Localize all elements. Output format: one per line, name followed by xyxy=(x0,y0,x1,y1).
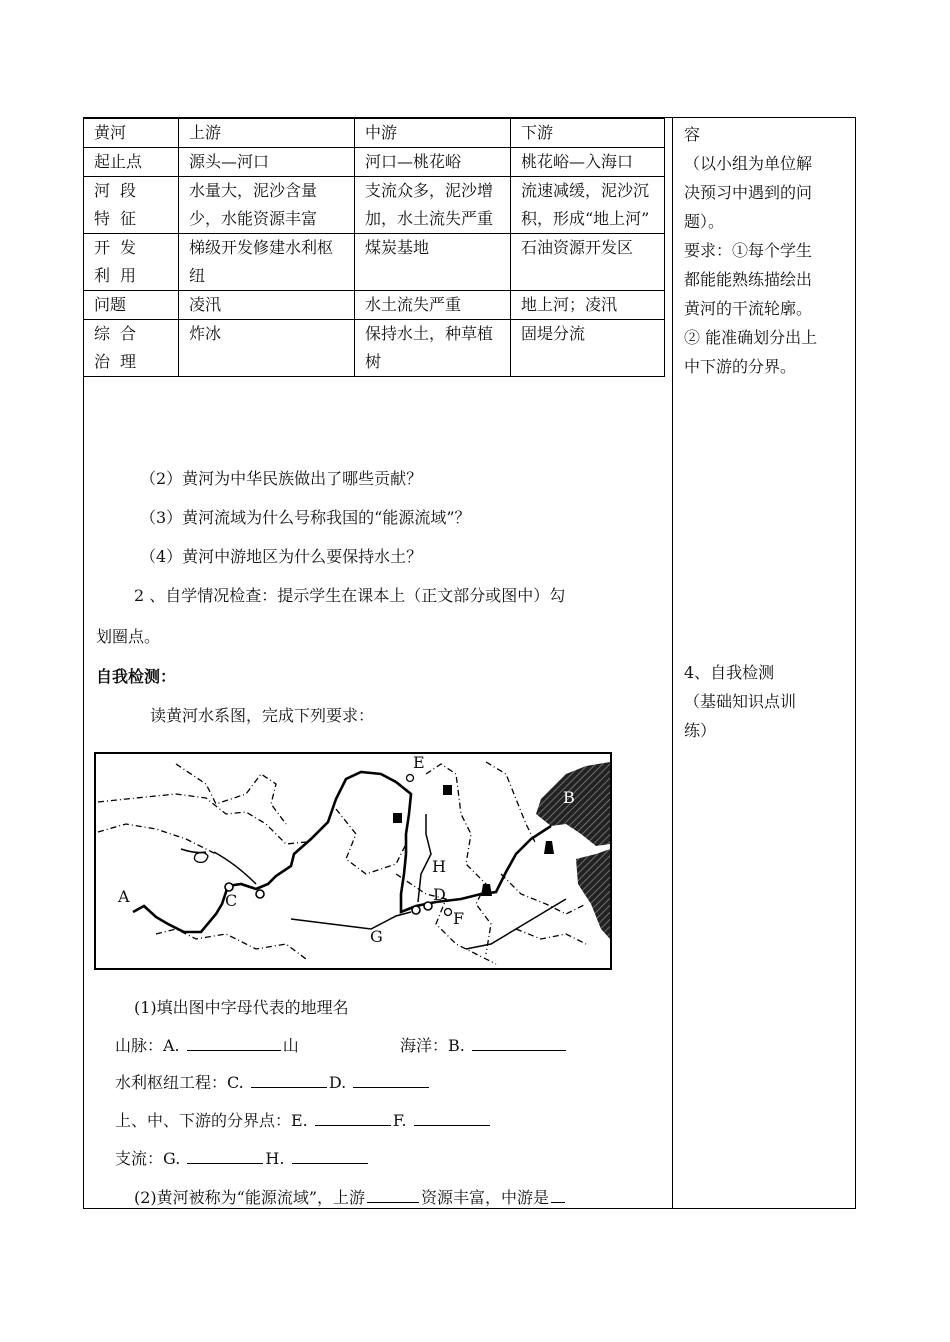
table-header-row xyxy=(84,119,665,148)
sidebar-line: 决预习中遇到的问 xyxy=(684,183,813,202)
yellow-river-map xyxy=(94,752,612,970)
self-test-intro: 读黄河水系图，完成下列要求： xyxy=(150,706,375,725)
q2-line: (2)黄河被称为“能源流域”，上游 xyxy=(134,1188,366,1207)
table-cell: 石油资源开发区 xyxy=(511,234,665,291)
table-cell: 河口—桃花峪 xyxy=(355,148,511,177)
sidebar-self-test xyxy=(684,658,846,745)
table-header-cell: 中游 xyxy=(355,119,511,148)
question-3: （3）黄河流域为什么号称我国的“能源流域”？ xyxy=(140,508,471,527)
column-divider xyxy=(672,117,673,1209)
tributary-h-label: H. xyxy=(265,1149,285,1168)
mountain-row xyxy=(115,1032,299,1060)
map-drawing xyxy=(96,754,610,968)
hydro-d-blank[interactable] xyxy=(353,1071,429,1088)
boundary-f-blank[interactable] xyxy=(414,1109,490,1126)
ocean-blank[interactable] xyxy=(472,1034,566,1051)
table-cell: 凌汛 xyxy=(179,291,355,320)
table-cell: 水土流失严重 xyxy=(355,291,511,320)
sidebar-line: 容 xyxy=(684,125,701,144)
hydro-d-label: D. xyxy=(328,1073,347,1092)
row-label: 河段特征 xyxy=(84,177,179,234)
sidebar-line: （基础知识点训 xyxy=(684,692,797,711)
table-cell: 梯级开发修建水利枢纽 xyxy=(179,234,355,291)
point-e-marker xyxy=(407,775,414,782)
question-2: （2）黄河为中华民族做出了哪些贡献？ xyxy=(140,469,423,488)
oilfield-marker xyxy=(481,884,492,896)
row-label: 问题 xyxy=(84,291,179,320)
q2-mid: 资源丰富，中游是 xyxy=(421,1188,550,1207)
ocean-label: 海洋：B. xyxy=(400,1036,465,1055)
map-label-d: D xyxy=(433,885,446,904)
table-header-cell: 上游 xyxy=(179,119,355,148)
sidebar-line: 4、自我检测 xyxy=(684,663,775,682)
table-cell: 地上河；凌汛 xyxy=(511,291,665,320)
map-label-b: B xyxy=(563,788,575,807)
question-4: （4）黄河中游地区为什么要保持水土？ xyxy=(140,547,423,566)
mountain-blank[interactable] xyxy=(187,1034,281,1051)
province-boundaries xyxy=(98,762,586,964)
sidebar-line: 题）。 xyxy=(684,212,725,231)
table-cell: 流速减缓，泥沙沉积，形成“地上河” xyxy=(511,177,665,234)
q1-title: (1)填出图中字母代表的地理名 xyxy=(134,998,349,1017)
table-row xyxy=(84,177,665,234)
table-cell: 保持水土，种草植树 xyxy=(355,320,511,377)
table-cell: 固堤分流 xyxy=(511,320,665,377)
q2-middle-blank[interactable] xyxy=(551,1186,565,1203)
sidebar-notes xyxy=(684,120,846,381)
self-check-line-1: 2 、自学情况检查：提示学生在课本上（正文部分或图中）勾 xyxy=(134,586,566,605)
yellow-sea xyxy=(576,849,610,939)
row-label: 开发利用 xyxy=(84,234,179,291)
boundary-row xyxy=(115,1107,492,1135)
sidebar-line: 都能能熟练描绘出 xyxy=(684,270,813,289)
yellow-river-table xyxy=(83,118,665,377)
table-row xyxy=(84,148,665,177)
oilfield-marker xyxy=(544,841,554,854)
table-header-cell: 黄河 xyxy=(84,119,179,148)
table-cell: 桃花峪—入海口 xyxy=(511,148,665,177)
tributary-row xyxy=(115,1145,370,1173)
q2-upper-blank[interactable] xyxy=(367,1186,419,1203)
sidebar-line: ② 能准确划分出上 xyxy=(684,328,818,347)
coal-base-marker xyxy=(443,785,452,795)
lake xyxy=(194,852,208,862)
hydro-c-blank[interactable] xyxy=(251,1071,327,1088)
tributary-g-blank[interactable] xyxy=(187,1147,263,1164)
table-cell: 炸冰 xyxy=(179,320,355,377)
table-row xyxy=(84,320,665,377)
map-label-c: C xyxy=(225,891,238,910)
table-row xyxy=(84,291,665,320)
map-label-h: H xyxy=(432,857,446,876)
table-header-cell: 下游 xyxy=(511,119,665,148)
table-cell: 水量大，泥沙含量少，水能资源丰富 xyxy=(179,177,355,234)
table-cell: 支流众多，泥沙增加，水土流失严重 xyxy=(355,177,511,234)
table-cell: 煤炭基地 xyxy=(355,234,511,291)
mountain-suffix: 山 xyxy=(282,1036,299,1055)
self-test-title: 自我检测： xyxy=(96,667,177,686)
self-check-line-2: 划圈点。 xyxy=(96,627,161,646)
row-label: 综合治理 xyxy=(84,320,179,377)
point-f-marker xyxy=(445,909,452,916)
q2-row xyxy=(134,1184,567,1212)
table-cell: 源头—河口 xyxy=(179,148,355,177)
boundary-e-blank[interactable] xyxy=(315,1109,391,1126)
sidebar-line: 要求：①每个学生 xyxy=(684,241,813,260)
tributary-label: 支流：G. xyxy=(115,1149,181,1168)
row-label: 起止点 xyxy=(84,148,179,177)
map-label-f: F xyxy=(453,909,465,928)
map-label-e: E xyxy=(413,753,425,772)
tributary-h-blank[interactable] xyxy=(292,1147,368,1164)
hydro-row xyxy=(115,1069,431,1097)
sidebar-line: 练） xyxy=(684,721,717,740)
boundary-label: 上、中、下游的分界点：E. xyxy=(115,1111,308,1130)
boundary-f-label: F. xyxy=(392,1111,407,1130)
map-label-g: G xyxy=(370,927,383,946)
coal-base-marker xyxy=(393,813,402,823)
sidebar-line: 黄河的干流轮廓。 xyxy=(684,299,813,318)
hydro-label: 水利枢纽工程：C. xyxy=(115,1073,244,1092)
ocean-row xyxy=(400,1032,568,1060)
map-label-a: A xyxy=(118,887,130,906)
mountain-label: 山脉：A. xyxy=(115,1036,180,1055)
table-row xyxy=(84,234,665,291)
sidebar-line: （以小组为单位解 xyxy=(684,154,813,173)
sidebar-line: 中下游的分界。 xyxy=(684,357,797,376)
